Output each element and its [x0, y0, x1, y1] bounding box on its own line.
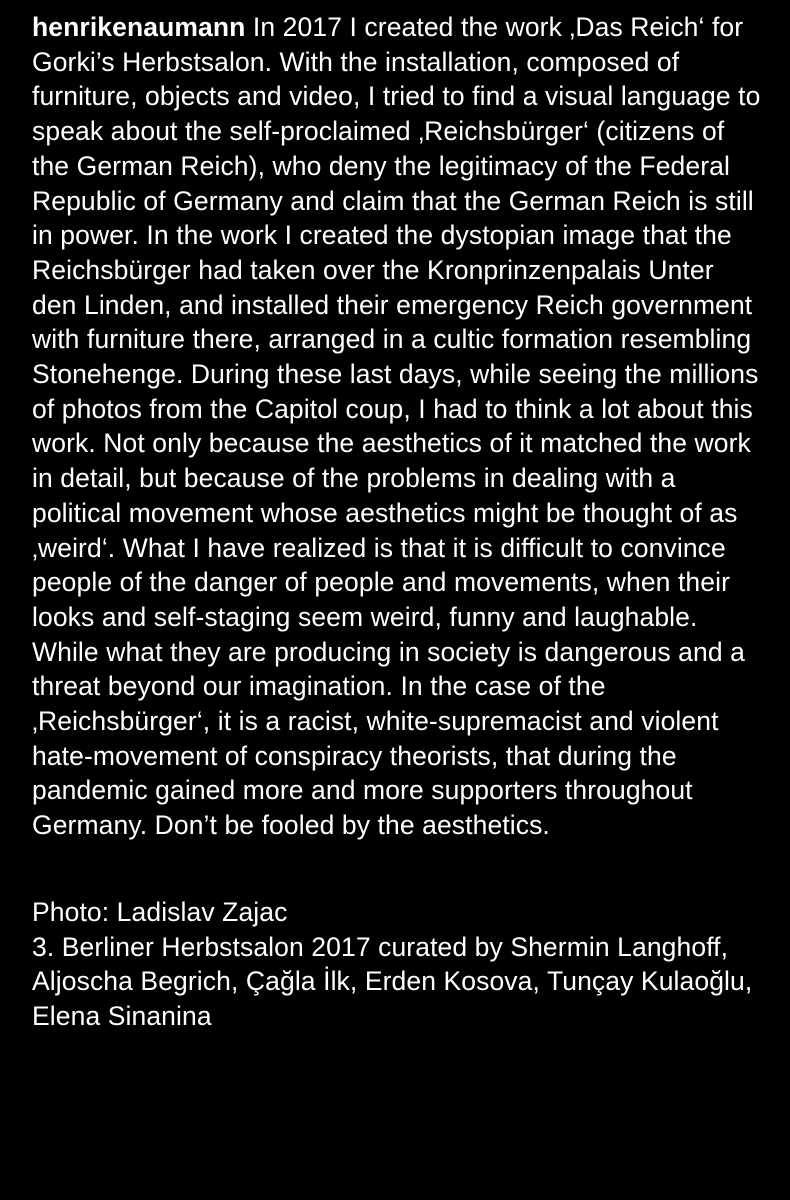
post-caption	[32, 10, 762, 1034]
caption-body	[32, 10, 762, 843]
caption-text: In 2017 I created the work ‚Das Reich‘ for Gorki’s Herbstsalon. With the installation, composed of furniture, objects and video, I tried to find a visual language to speak about the self-proclaimed ‚Reichsbürger‘ (citizens of the German Reich), who deny the legitimacy of the Federal Republic of Germany and claim that the German Reich is still in power. In the work I created the dystopian image that the Reichsbürger had taken over the Kronprinzenpalais Unter den Linden, and installed their emergency Reich government with furniture there, arranged in a cultic formation resembling Stonehenge. During these last days, while seeing the millions of photos from the Capitol coup, I had to think a lot about this work. Not only because the aesthetics of it matched the work in detail, but because of the problems in dealing with a political movement whose aesthetics might be thought of as ‚weird‘. What I have realized is that it is difficult to convince people of the danger of people and movements, when their looks and self-staging seem weird, funny and laughable. While what they are producing in society is dangerous and a threat beyond our imagination. In the case of the ‚Reichsbürger‘, it is a racist, white-supremacist and violent hate-movement of conspiracy theorists, that during the pandemic gained more and more supporters throughout Germany. Don’t be fooled by the aesthetics.	[32, 12, 761, 841]
paragraph-spacer	[32, 843, 762, 895]
username-link[interactable]: henrikenaumann	[32, 12, 246, 42]
photo-credit: Photo: Ladislav Zajac	[32, 896, 288, 927]
curators-credit: 3. Berliner Herbstsalon 2017 curated by Shermin Langhoff, Aljoscha Begrich, Çağla İlk, Erden Kosova, Tunçay Kulaoğlu, Elena Sinanina	[32, 931, 753, 1031]
